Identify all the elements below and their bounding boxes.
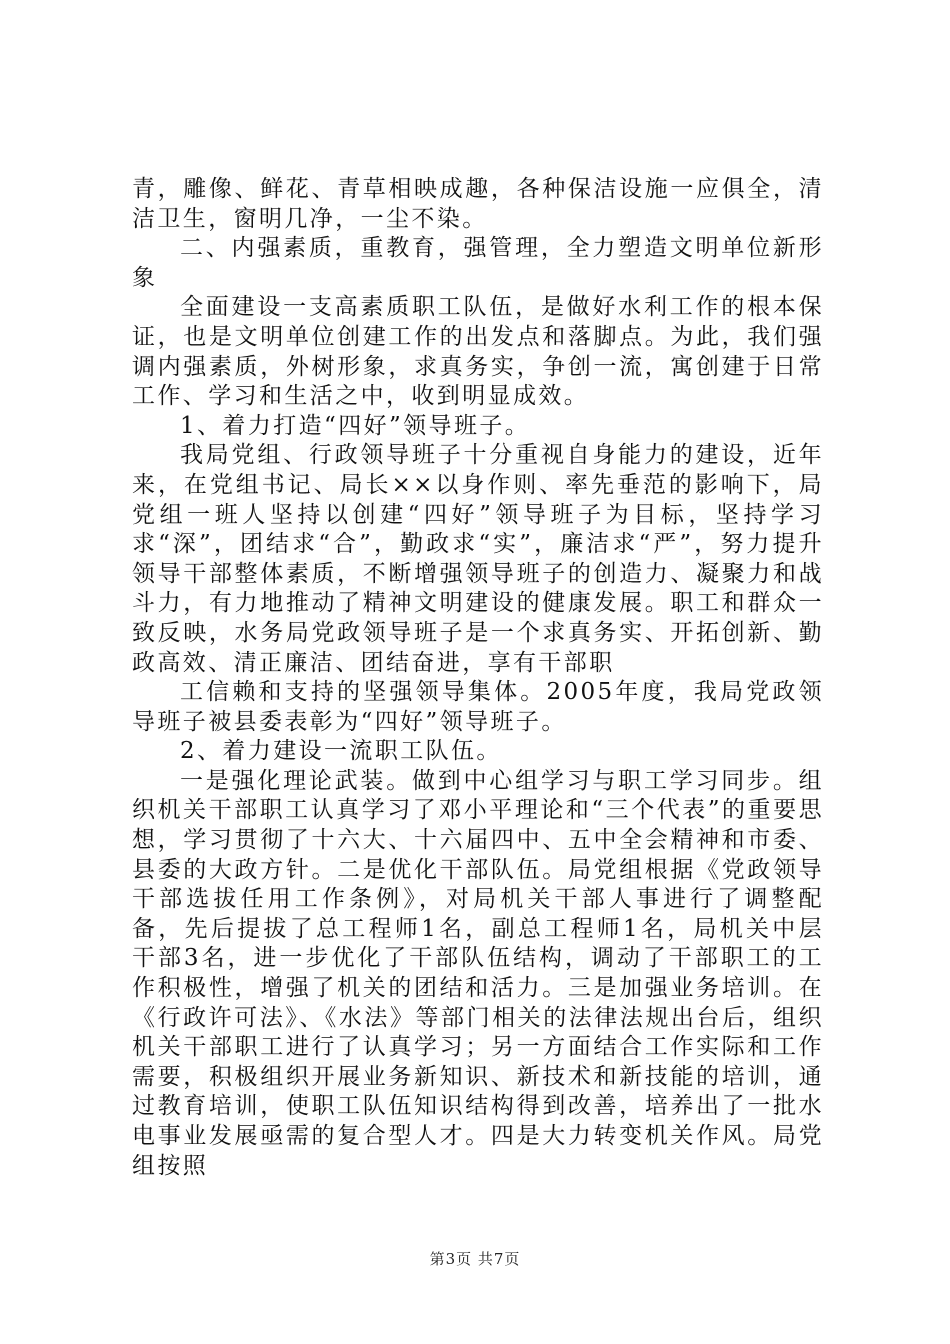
page-footer: 第3页 共7页 xyxy=(429,1250,521,1268)
document-body xyxy=(132,175,824,1181)
subheading-staff-team: 2、着力建设一流职工队伍。 xyxy=(180,738,502,765)
paragraph: 一是强化理论武装。做到中心组学习与职工学习同步。组织机关干部职工认真学习了邓小平理论和“三个代表”的重要思想，学习贯彻了十六大、十六届四中、五中全会精神和市委、县委的大政方针。二是优化干部队伍。局党组根据《党政领导干部选拔任用工作条例》，对局机关干部人事进行了调整配备，先后提拔了总工程师1名，副总工程师1名，局机关中层干部3名，进一步优化了干部队伍结构，调动了干部职工的工作积极性，增强了机关的团结和活力。三是加强业务培训。在《行政许可法》、《水法》等部门相关的法律法规出台后，组织机关干部职工进行了认真学习；另一方面结合工作实际和工作需要，积极组织开展业务新知识、新技术和新技能的培训，通过教育培训，使职工队伍知识结构得到改善，培养出了一批水电事业发展亟需的复合型人才。四是大力转变机关作风。局党组按照 xyxy=(132,767,824,1179)
paragraph: 工信赖和支持的坚强领导集体。2005年度，我局党政领导班子被县委表彰为“四好”领导班子。 xyxy=(132,679,824,735)
paragraph: 我局党组、行政领导班子十分重视自身能力的建设，近年来，在党组书记、局长××以身作则、率先垂范的影响下，局党组一班人坚持以创建“四好”领导班子为目标，坚持学习求“深”，团结求“合”，勤政求“实”，廉洁求“严”，努力提升领导干部整体素质，不断增强领导班子的创造力、凝聚力和战斗力，有力地推动了精神文明建设的健康发展。职工和群众一致反映，水务局党政领导班子是一个求真务实、开拓创新、勤政高效、清正廉洁、团结奋进，享有干部职 xyxy=(132,442,824,676)
paragraph-continuation: 青，雕像、鲜花、青草相映成趣，各种保洁设施一应俱全，清洁卫生，窗明几净，一尘不染。 xyxy=(132,176,824,232)
paragraph: 全面建设一支高素质职工队伍，是做好水利工作的根本保证，也是文明单位创建工作的出发点和落脚点。为此，我们强调内强素质，外树形象，求真务实，争创一流，寓创建于日常工作、学习和生活之中，收到明显成效。 xyxy=(132,294,824,410)
section-heading-two: 二、内强素质，重教育，强管理，全力塑造文明单位新形象 xyxy=(132,235,824,291)
subheading-leadership: 1、着力打造“四好”领导班子。 xyxy=(180,412,531,439)
